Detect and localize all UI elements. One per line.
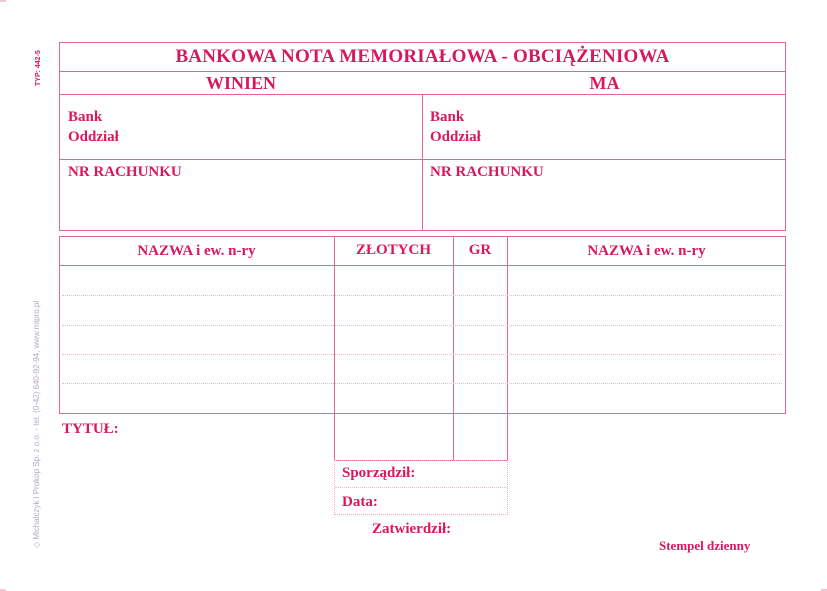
form-type-code: TYP: 442-5 bbox=[35, 50, 42, 86]
signature-divider bbox=[335, 487, 507, 488]
col-header-name-left: NAZWA i ew. n-ry bbox=[137, 243, 256, 259]
winien-bank-label: Bank bbox=[68, 109, 103, 125]
title-divider bbox=[59, 71, 786, 72]
data-label: Data: bbox=[342, 494, 378, 510]
table-row-guide bbox=[62, 325, 782, 326]
table-col-divider-2 bbox=[453, 236, 454, 461]
table-header-divider bbox=[59, 265, 786, 266]
mipro-logo-icon: ◇ bbox=[32, 539, 41, 548]
table-row-guide bbox=[62, 295, 782, 296]
ma-header: MA bbox=[589, 73, 620, 93]
ma-bank-label: Bank bbox=[430, 109, 465, 125]
table-row-guide bbox=[62, 354, 782, 355]
table-row-guide bbox=[62, 383, 782, 384]
winien-account-label: NR RACHUNKU bbox=[68, 164, 182, 180]
winien-branch-label: Oddział bbox=[68, 129, 119, 145]
winien-ma-divider bbox=[422, 94, 423, 231]
tytul-label: TYTUŁ: bbox=[62, 421, 119, 437]
stamp-label: Stempel dzienny bbox=[659, 538, 751, 553]
col-header-name-right: NAZWA i ew. n-ry bbox=[587, 243, 706, 259]
form-title: BANKOWA NOTA MEMORIAŁOWA - OBCIĄŻENIOWA bbox=[175, 46, 670, 67]
col-header-gr: GR bbox=[468, 242, 492, 258]
ma-account-label: NR RACHUNKU bbox=[430, 164, 544, 180]
table-col-divider-1 bbox=[334, 236, 335, 461]
table-col-divider-3 bbox=[507, 236, 508, 461]
winien-header: WINIEN bbox=[205, 73, 276, 93]
corner-mark-top-left bbox=[0, 0, 6, 2]
publisher-info: ◇ Michalczyk i Prokop Sp. z o.o. - tel. (0-42) 640-92-94, www.mipro.pl bbox=[32, 300, 41, 548]
bank-account-divider bbox=[59, 159, 786, 160]
sporzadzil-label: Sporządził: bbox=[342, 465, 416, 481]
col-header-zlotych: ZŁOTYCH bbox=[355, 242, 431, 258]
ma-branch-label: Oddział bbox=[430, 129, 481, 145]
zatwierdzil-label: Zatwierdził: bbox=[372, 521, 452, 537]
